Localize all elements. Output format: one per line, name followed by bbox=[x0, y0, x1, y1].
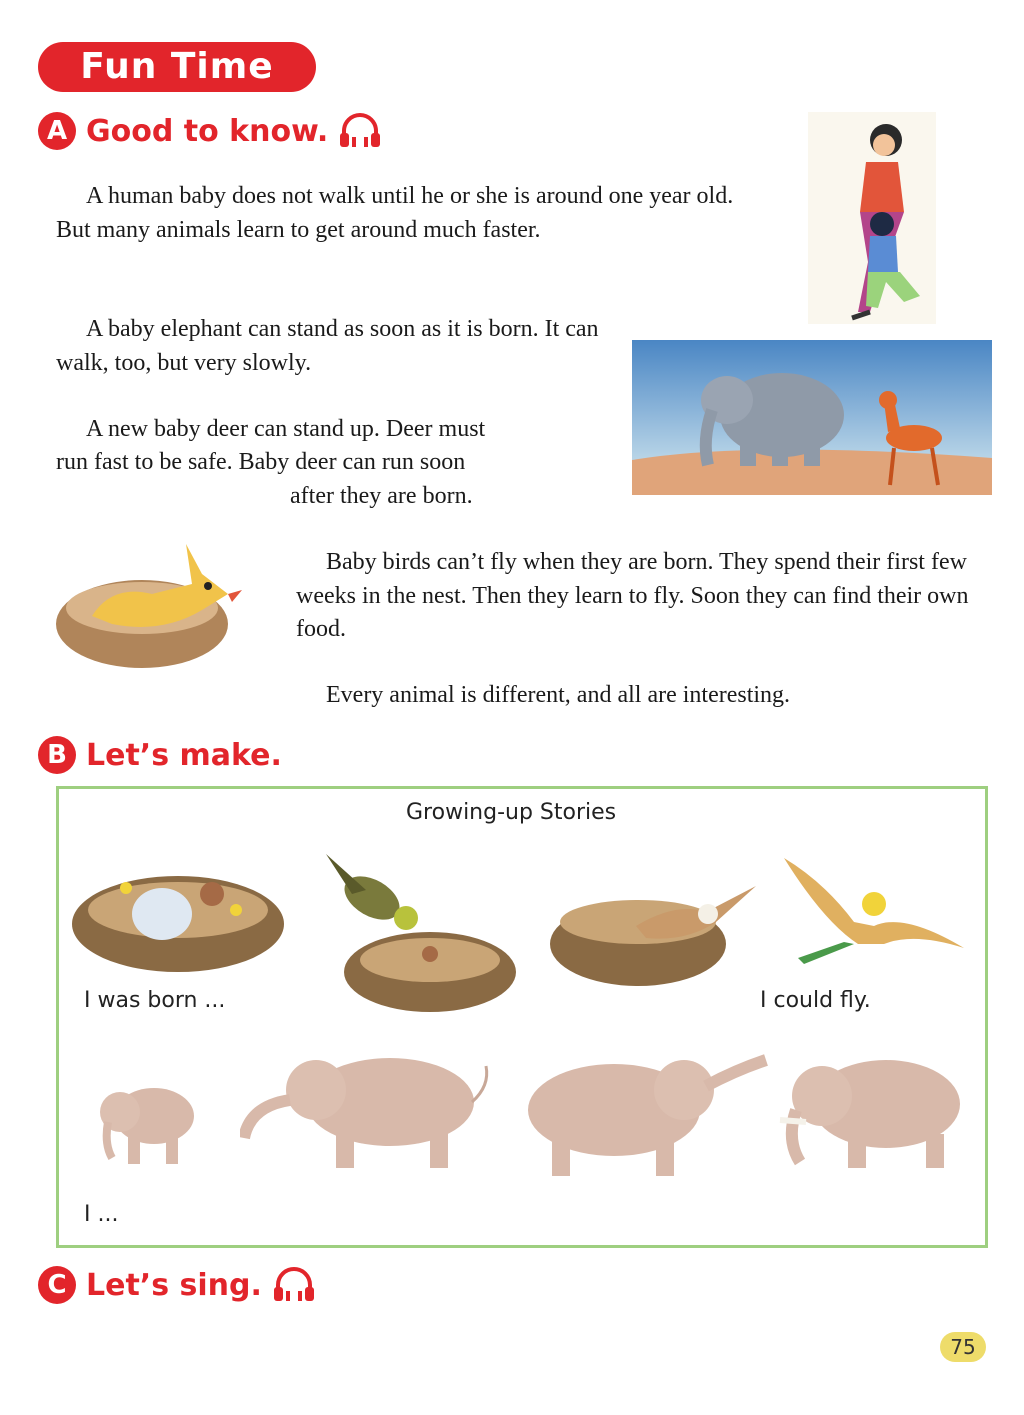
section-b-title: Let’s make. bbox=[86, 737, 282, 773]
section-c-heading bbox=[38, 1266, 316, 1304]
caption-i-was-born: I was born ... bbox=[84, 988, 226, 1013]
section-a-letter: A bbox=[38, 112, 76, 150]
caption-elephant-i: I ... bbox=[84, 1202, 119, 1227]
paragraph-baby-deer-line2: run fast to be safe. Baby deer can run soon bbox=[56, 449, 466, 475]
mother-child-illustration bbox=[808, 112, 936, 324]
paragraph-baby-elephant: A baby elephant can stand as soon as it is born. It can walk, too, but very slowly. bbox=[56, 316, 599, 376]
section-b-letter: B bbox=[38, 736, 76, 774]
section-a-title: Good to know. bbox=[86, 113, 329, 149]
bird-stage-fledgling bbox=[546, 872, 766, 992]
elephant-stage-adolescent bbox=[516, 1040, 768, 1180]
headphones-icon[interactable] bbox=[272, 1267, 316, 1303]
elephant-stage-adult bbox=[776, 1050, 968, 1172]
bird-stage-hatching bbox=[66, 848, 290, 978]
headphones-icon[interactable] bbox=[338, 113, 382, 149]
elephant-stage-baby bbox=[92, 1072, 206, 1170]
section-c-title: Let’s sing. bbox=[86, 1267, 262, 1303]
paragraph-human-baby: A human baby does not walk until he or she is around one year old. But many animals learn to get around much faster. bbox=[56, 183, 734, 243]
section-b-heading bbox=[38, 736, 282, 774]
page-number: 75 bbox=[940, 1332, 986, 1362]
bird-stage-flying bbox=[784, 852, 966, 972]
paragraph-every-animal: Every animal is different, and all are interesting. bbox=[326, 682, 791, 708]
bird-stage-feeding bbox=[306, 842, 518, 1022]
card-title: Growing-up Stories bbox=[406, 800, 617, 825]
fun-time-banner: Fun Time bbox=[38, 42, 316, 92]
section-a-heading bbox=[38, 112, 382, 150]
paragraph-baby-deer-line3: after they are born. bbox=[290, 483, 473, 509]
elephant-stage-young bbox=[240, 1046, 496, 1174]
elephant-deer-illustration bbox=[632, 340, 992, 495]
baby-bird-nest-illustration bbox=[52, 524, 244, 674]
caption-i-could-fly: I could fly. bbox=[760, 988, 871, 1013]
paragraph-baby-deer-line1: A new baby deer can stand up. Deer must bbox=[86, 416, 486, 442]
section-c-letter: C bbox=[38, 1266, 76, 1304]
paragraph-baby-birds: Baby birds can’t fly when they are born. They spend their first few weeks in the nest. Then they learn to fly. Soon they can find their own food. bbox=[296, 549, 969, 642]
